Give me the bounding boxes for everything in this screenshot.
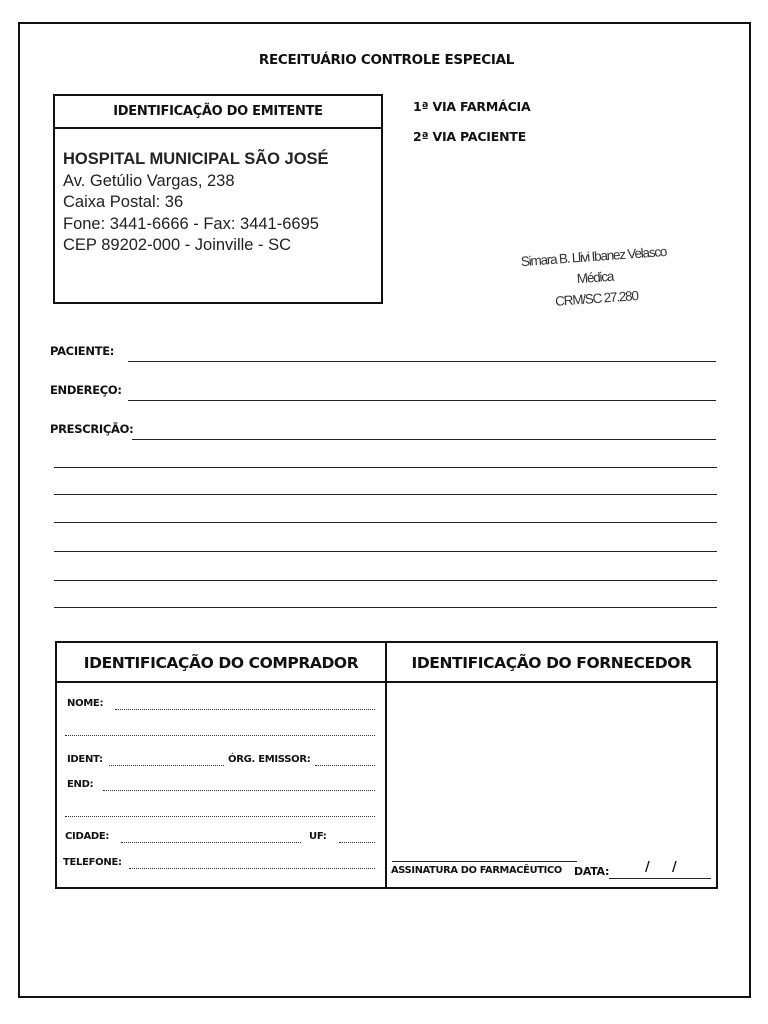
hospital-po-box: Caixa Postal: 36 [63,193,184,211]
paciente-line [128,361,716,362]
hospital-address: Av. Getúlio Vargas, 238 [63,171,235,190]
via-paciente-label: 2ª VIA PACIENTE [413,129,527,144]
fornecedor-box [387,643,716,887]
paciente-field[interactable] [50,344,716,362]
date-input[interactable] [609,878,711,879]
orgao-emissor-input[interactable] [315,765,375,766]
nome-label: NOME: [67,698,104,709]
ident-input[interactable] [109,765,224,766]
uf-input[interactable] [339,842,375,843]
prescription-line[interactable] [54,494,717,495]
via-farmacia-label: 1ª VIA FARMÁCIA [413,99,531,114]
endereco-label: ENDEREÇO: [50,383,122,397]
cidade-input[interactable] [121,842,301,843]
uf-label: UF: [309,831,327,842]
date-separator: / [645,860,650,875]
hospital-cep: CEP 89202-000 - Joinville - SC [63,236,292,254]
paciente-label: PACIENTE: [50,344,115,358]
prescription-line[interactable] [54,551,717,552]
hospital-name: HOSPITAL MUNICIPAL SÃO JOSÉ [63,150,329,168]
prescription-line[interactable] [54,580,717,581]
data-label: DATA: [574,865,610,878]
hospital-phone: Fone: 3441-6666 - Fax: 3441-6695 [63,214,319,233]
comprador-box [57,643,387,887]
end-input[interactable] [103,790,375,791]
signature-label: ASSINATURA DO FARMACÊUTICO [391,865,562,876]
endereco-field[interactable] [50,383,716,401]
emitente-header: IDENTIFICAÇÃO DO EMITENTE [55,96,381,129]
doctor-crm: CRM/SC 27.280 [554,288,639,309]
prescricao-label: PRESCRIÇÃO: [50,422,134,436]
telefone-label: TELEFONE: [63,857,122,868]
nome-input-line-2[interactable] [65,735,375,736]
doctor-stamp [503,240,687,315]
identification-section [55,641,718,889]
prescription-line[interactable] [54,467,717,468]
signature-line[interactable] [392,861,577,862]
doctor-name: Simara B. Llivi Ibanez Velasco [520,243,667,270]
fornecedor-header: IDENTIFICAÇÃO DO FORNECEDOR [387,643,716,683]
prescription-line[interactable] [54,607,717,608]
endereco-line [128,400,716,401]
emitente-box [53,94,383,304]
emitente-details [55,129,381,257]
orgao-emissor-label: ÓRG. EMISSOR: [228,754,311,765]
nome-input[interactable] [115,709,375,710]
prescricao-line [132,439,716,440]
ident-label: IDENT: [67,754,103,765]
doctor-role: Médica [576,268,614,287]
end-input-line-2[interactable] [65,816,375,817]
prescription-line[interactable] [54,522,717,523]
date-separator: / [672,860,677,875]
end-label: END: [67,779,94,790]
comprador-header: IDENTIFICAÇÃO DO COMPRADOR [57,643,385,683]
cidade-label: CIDADE: [65,831,110,842]
prescription-sheet [18,22,751,998]
document-title: RECEITUÁRIO CONTROLE ESPECIAL [258,52,515,68]
telefone-input[interactable] [129,868,375,869]
prescricao-field[interactable] [50,422,716,440]
